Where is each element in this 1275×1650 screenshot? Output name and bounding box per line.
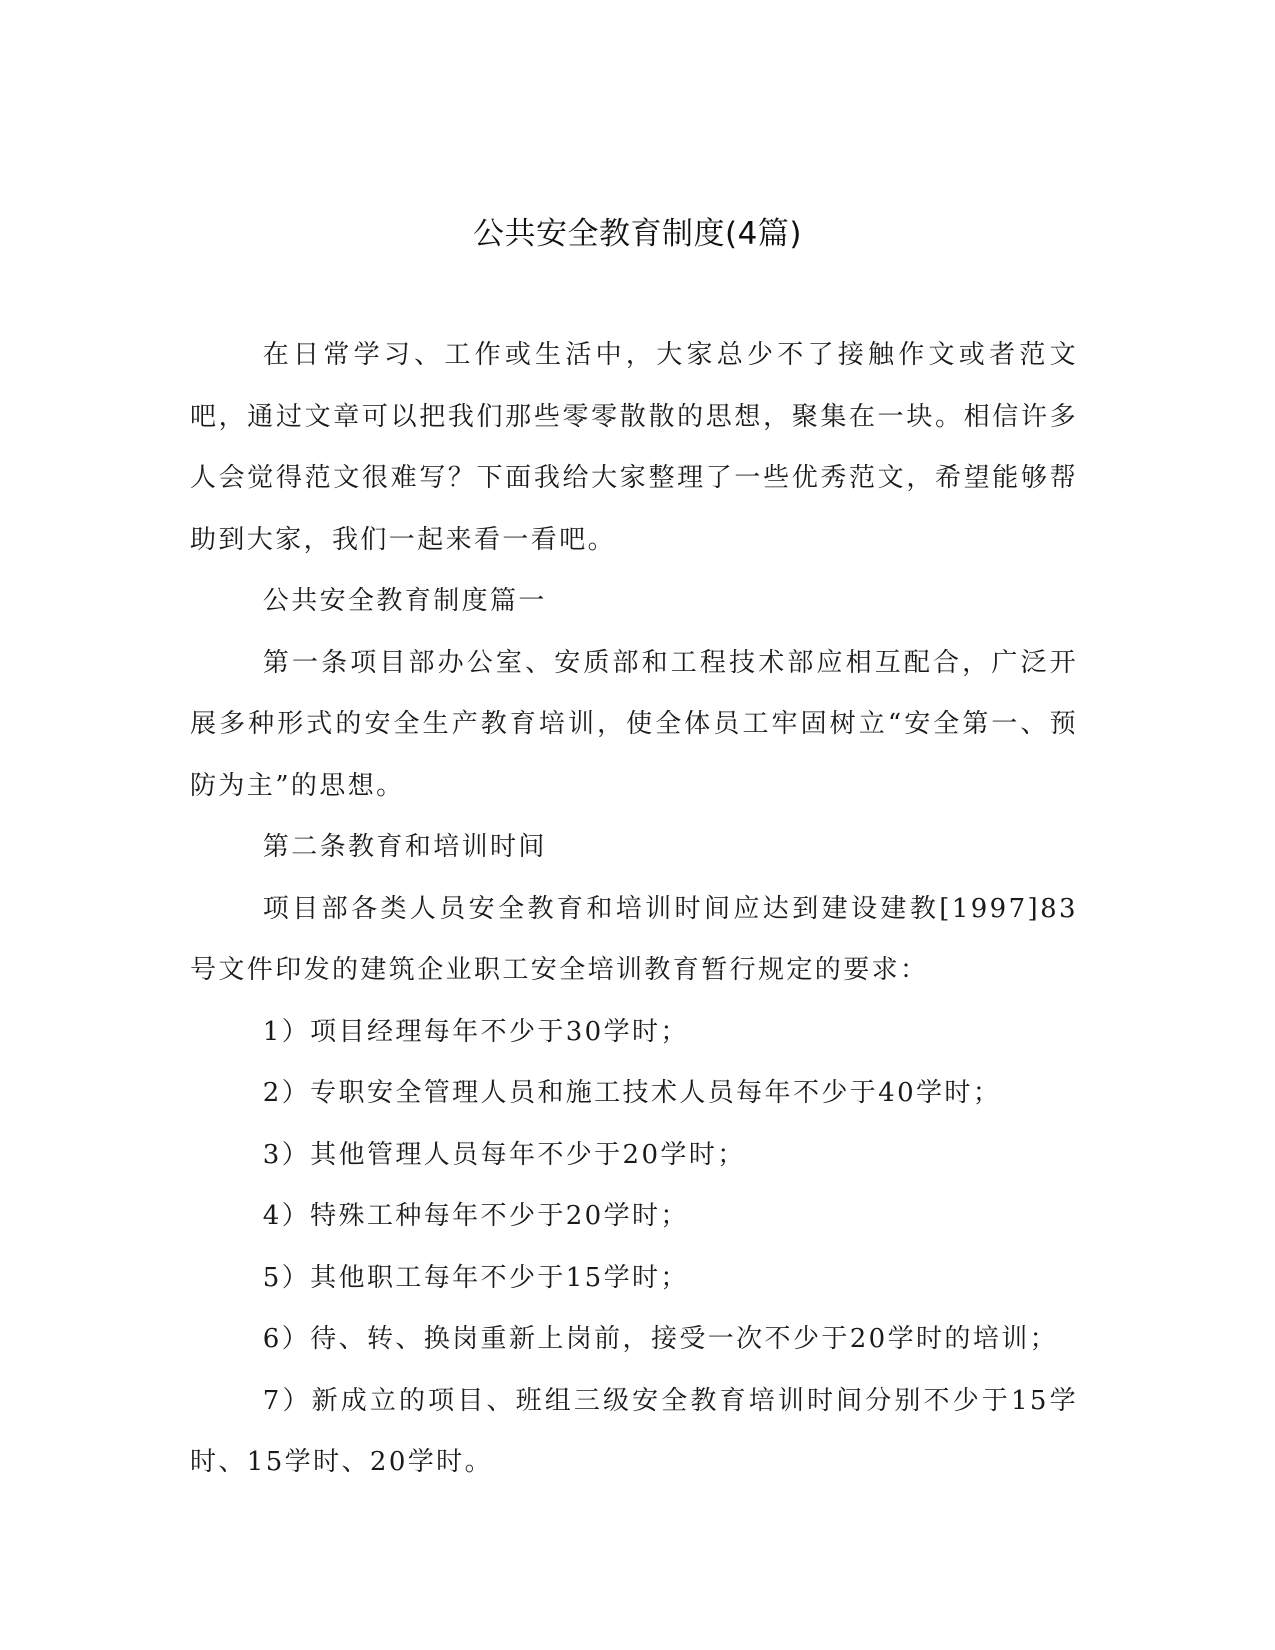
- list-item: 6）待、转、换岗重新上岗前，接受一次不少于20学时的培训；: [262, 1324, 1059, 1354]
- list-item: 5）其他职工每年不少于15学时；: [262, 1262, 689, 1293]
- article-paragraph: 第一条项目部办公室、安质部和工程技术部应相互配合，广泛开展多种形式的安全生产教育培训，使全体员工牢固树立“安全第一、预防为主”的思想。: [190, 647, 1078, 801]
- list-item: 2）专职安全管理人员和施工技术人员每年不少于40学时；: [262, 1078, 1002, 1108]
- list-item: 1）项目经理每年不少于30学时；: [262, 1016, 689, 1047]
- list-item: 3）其他管理人员每年不少于20学时；: [262, 1139, 746, 1170]
- document-title: 公共安全教育制度(4篇): [473, 216, 802, 252]
- article-paragraph: 项目部各类人员安全教育和培训时间应达到建设建教[1997]83号文件印发的建筑企业职工安全培训教育暂行规定的要求：: [190, 893, 1078, 985]
- list-item: 4）特殊工种每年不少于20学时；: [262, 1201, 689, 1231]
- document-body: [190, 325, 1078, 1494]
- list-item: 7）新成立的项目、班组三级安全教育培训时间分别不少于15学时、15学时、20学时。: [190, 1385, 1078, 1477]
- section-heading: 公共安全教育制度篇一: [262, 586, 547, 616]
- intro-paragraph: 在日常学习、工作或生活中，大家总少不了接触作文或者范文吧，通过文章可以把我们那些零零散散的思想，聚集在一块。相信许多人会觉得范文很难写？下面我给大家整理了一些优秀范文，希望能够帮助到大家，我们一起来看一看吧。: [190, 340, 1078, 555]
- article-heading: 第二条教育和培训时间: [262, 832, 547, 862]
